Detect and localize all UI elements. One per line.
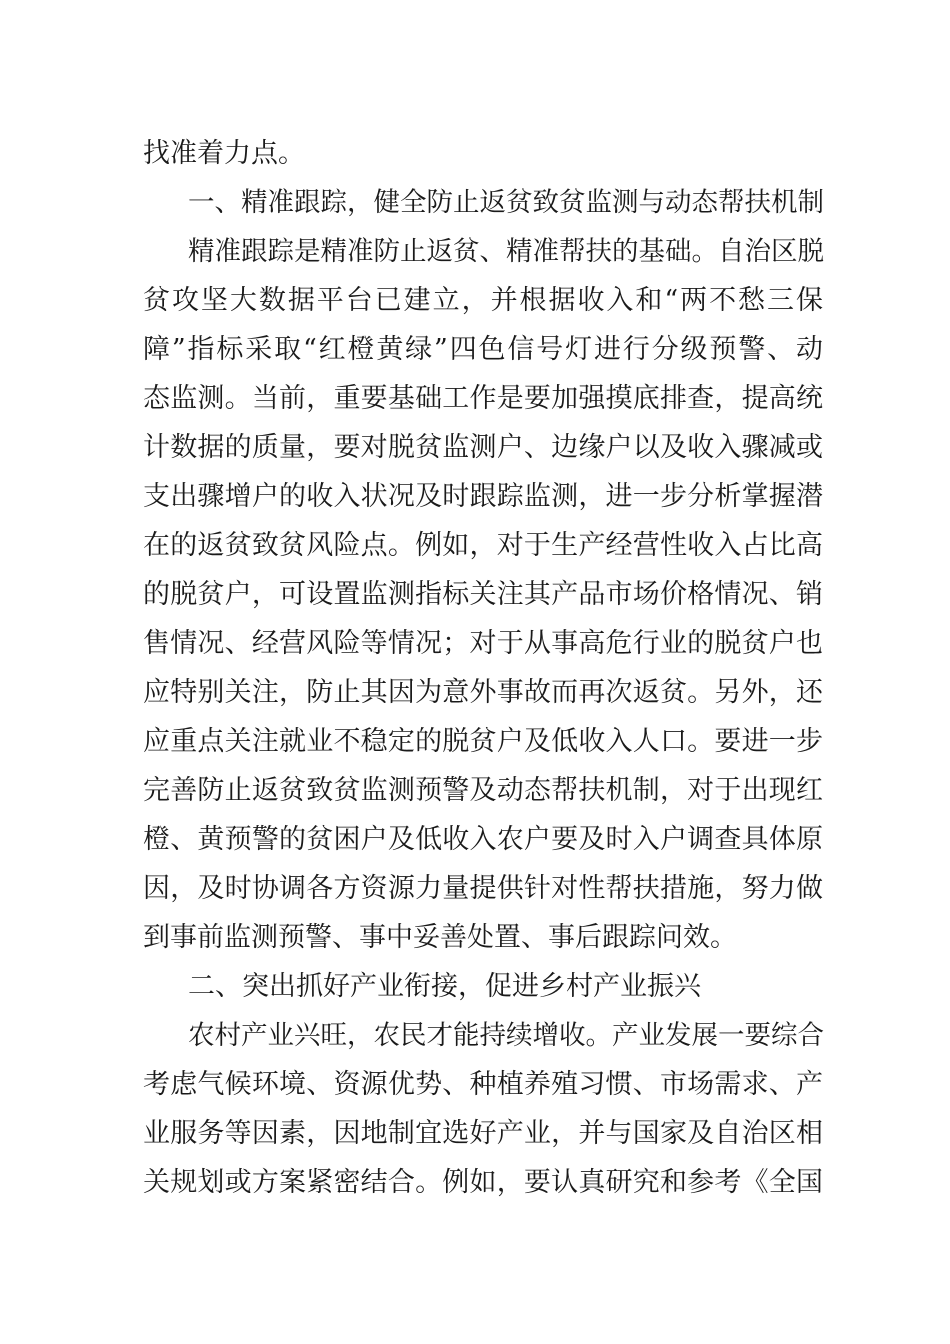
section-heading-2: 二、突出抓好产业衔接，促进乡村产业振兴 [188,971,701,1002]
text-line: 业服务等因素，因地制宜选好产业，并与国家及自治区相 [143,1118,823,1149]
text-line: 在的返贫致贫风险点。例如，对于生产经营性收入占比高 [143,530,823,561]
text-line: 应特别关注，防止其因为意外事故而再次返贫。另外，还 [143,677,823,708]
text-line: 障”指标采取“红橙黄绿”四色信号灯进行分级预警、动 [143,334,823,365]
text-line: 贫攻坚大数据平台已建立，并根据收入和“两不愁三保 [143,285,823,316]
text-line: 找准着力点。 [143,138,305,169]
text-line: 关规划或方案紧密结合。例如，要认真研究和参考《全国 [143,1167,823,1198]
text-line: 橙、黄预警的贫困户及低收入农户要及时入户调查具体原 [143,824,823,855]
text-line: 计数据的质量，要对脱贫监测户、边缘户以及收入骤减或 [143,432,823,463]
text-line: 应重点关注就业不稳定的脱贫户及低收入人口。要进一步 [143,726,823,757]
text-line: 考虑气候环境、资源优势、种植养殖习惯、市场需求、产 [143,1069,823,1100]
section-heading-1: 一、精准跟踪，健全防止返贫致贫监测与动态帮扶机制 [188,187,824,218]
text-line: 支出骤增户的收入状况及时跟踪监测，进一步分析掌握潜 [143,481,823,512]
text-line: 完善防止返贫致贫监测预警及动态帮扶机制，对于出现红 [143,775,823,806]
text-line: 的脱贫户，可设置监测指标关注其产品市场价格情况、销 [143,579,823,610]
text-line: 售情况、经营风险等情况；对于从事高危行业的脱贫户也 [143,628,823,659]
text-line: 精准跟踪是精准防止返贫、精准帮扶的基础。自治区脱 [188,236,824,267]
text-line: 因，及时协调各方资源力量提供针对性帮扶措施，努力做 [143,873,823,904]
text-line: 态监测。当前，重要基础工作是要加强摸底排查，提高统 [143,383,823,414]
text-line: 农村产业兴旺，农民才能持续增收。产业发展一要综合 [188,1020,824,1051]
text-line: 到事前监测预警、事中妥善处置、事后跟踪问效。 [143,922,737,953]
